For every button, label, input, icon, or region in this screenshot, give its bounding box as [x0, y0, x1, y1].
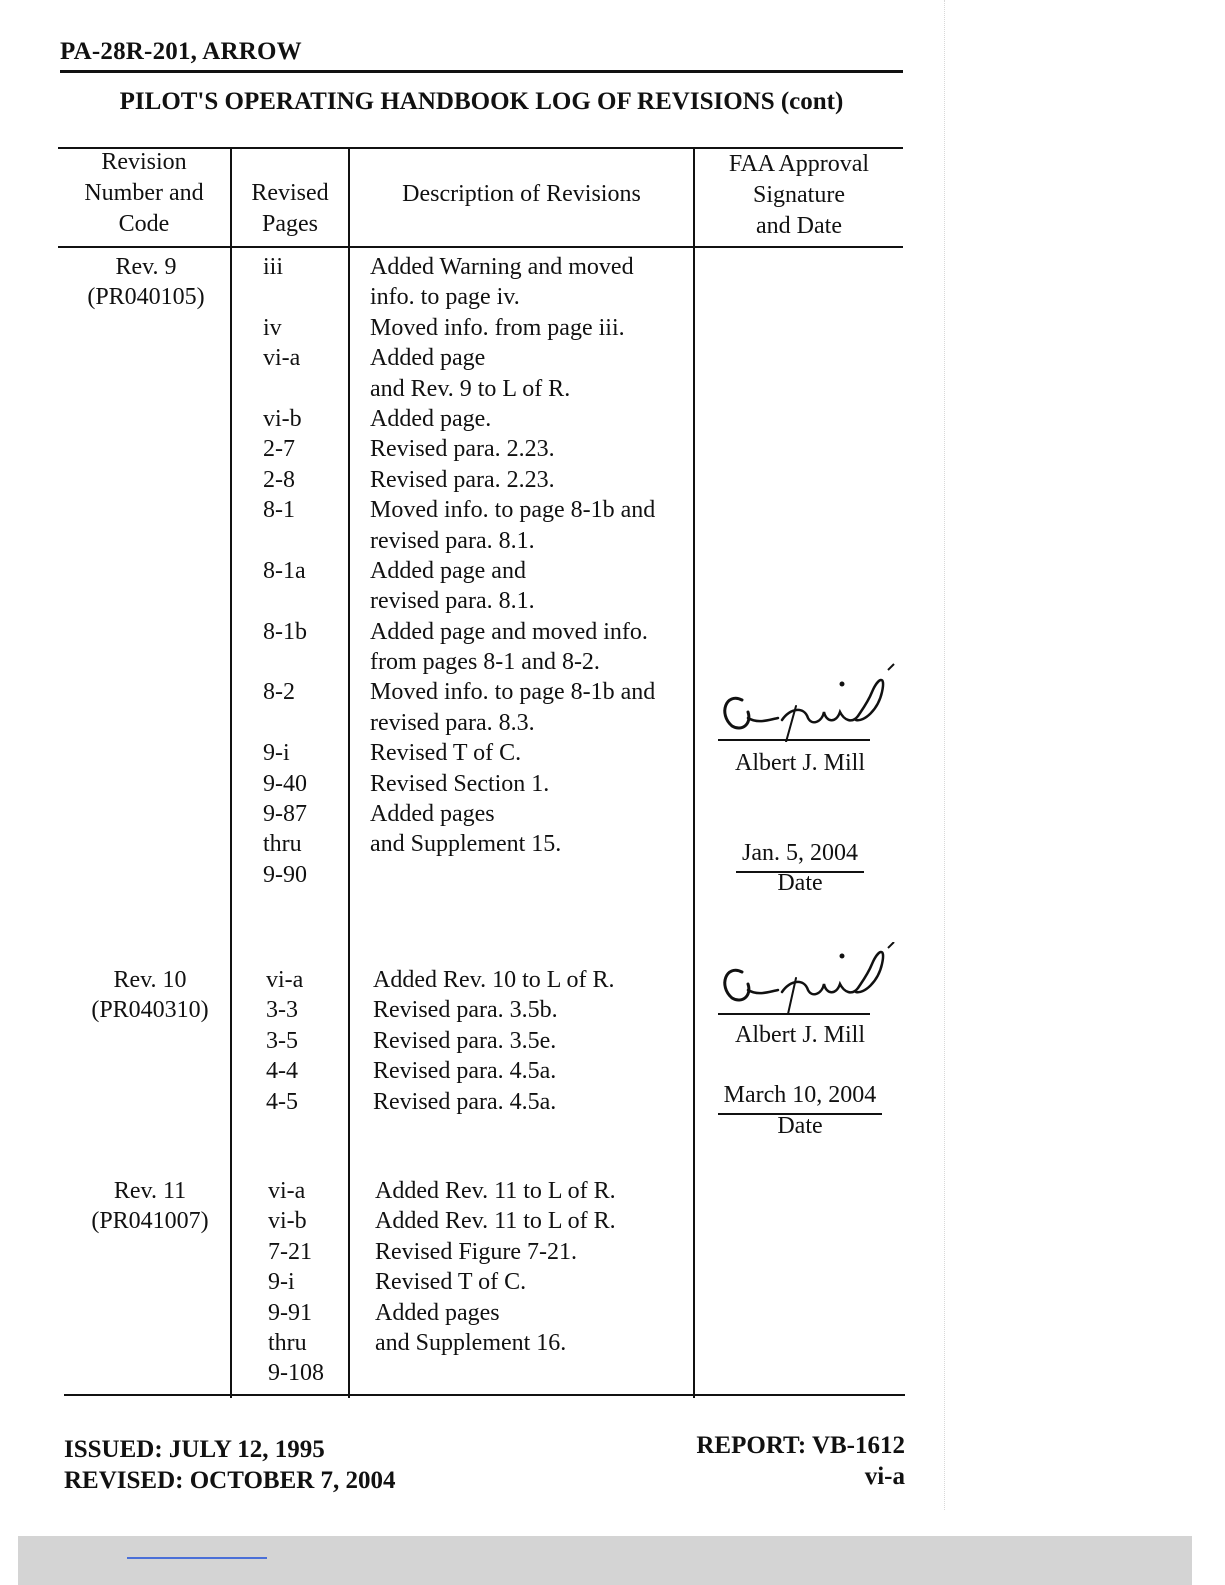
- scan-edge: [944, 0, 947, 1510]
- approval-date: March 10, 2004: [723, 1082, 877, 1108]
- date-label: Date: [777, 870, 823, 896]
- page-number: vi-a: [864, 1463, 905, 1490]
- viewer-link-underline[interactable]: [127, 1557, 267, 1559]
- revision-descriptions: Added Rev. 11 to L of R. Added Rev. 11 to L of R. Revised Figure 7-21. Revised T of C. Added pages and Supplement 16.: [375, 1178, 616, 1356]
- revised-date: REVISED: OCTOBER 7, 2004: [64, 1467, 396, 1494]
- header-bottom-rule: [58, 246, 903, 248]
- date-label: Date: [777, 1113, 823, 1139]
- issued-date: ISSUED: JULY 12, 1995: [64, 1436, 325, 1463]
- revision-descriptions: Added Warning and moved info. to page iv. Moved info. from page iii. Added page and Rev. 9 to L of R. Added page. Revised para. 2.23. Revised para. 2.23. Moved info. to page 8-1b and revised para. 8.1. Added page and revised para. 8.1. Added page and moved info. from pages 8-1 and 8-2. Moved info. to page 8-1b and revised para. 8.3. Revised T of C. Revised Section 1. Added pages and Supplement 15.: [370, 254, 656, 858]
- column-header-revision: Revision Number and Code: [84, 149, 204, 237]
- signature-image: [712, 662, 902, 742]
- approver-name: Albert J. Mill: [735, 750, 865, 776]
- column-header-pages: Revised Pages: [251, 180, 329, 237]
- header-rule: [60, 70, 903, 73]
- revision-number: Rev. 9 (PR040105): [87, 254, 205, 311]
- revised-pages-list: iii iv vi-a vi-b 2-7 2-8 8-1 8-1a 8-1b 8-2 9-i 9-40 9-87 thru 9-90: [263, 254, 307, 888]
- document-model: PA-28R-201, ARROW: [60, 38, 302, 65]
- footer-report: [600, 1430, 905, 1492]
- signature-image: [712, 942, 902, 1018]
- column-divider-2: [348, 148, 350, 1398]
- viewer-bottom-bar: [18, 1536, 1192, 1585]
- footer-dates: [64, 1434, 396, 1496]
- revision-number: Rev. 11 (PR041007): [91, 1178, 209, 1235]
- column-header-description: Description of Revisions: [402, 181, 641, 207]
- report-number: REPORT: VB-1612: [696, 1432, 905, 1459]
- revised-pages-list: vi-a vi-b 7-21 9-i 9-91 thru 9-108: [268, 1178, 324, 1387]
- signature-line: [718, 1013, 870, 1015]
- approver-name: Albert J. Mill: [735, 1022, 865, 1048]
- revision-number: Rev. 10 (PR040310): [91, 967, 209, 1024]
- revised-pages-list: vi-a 3-3 3-5 4-4 4-5: [266, 967, 304, 1115]
- revision-descriptions: Added Rev. 10 to L of R. Revised para. 3.5b. Revised para. 3.5e. Revised para. 4.5a. Revised para. 4.5a.: [373, 967, 615, 1115]
- page-title: PILOT'S OPERATING HANDBOOK LOG OF REVISIONS (cont): [119, 88, 844, 115]
- approval-date: Jan. 5, 2004: [742, 840, 858, 866]
- table-bottom-rule: [64, 1394, 905, 1396]
- column-divider-3: [693, 148, 695, 1398]
- column-header-approval: FAA Approval Signature and Date: [728, 151, 870, 239]
- signature-line: [718, 739, 870, 741]
